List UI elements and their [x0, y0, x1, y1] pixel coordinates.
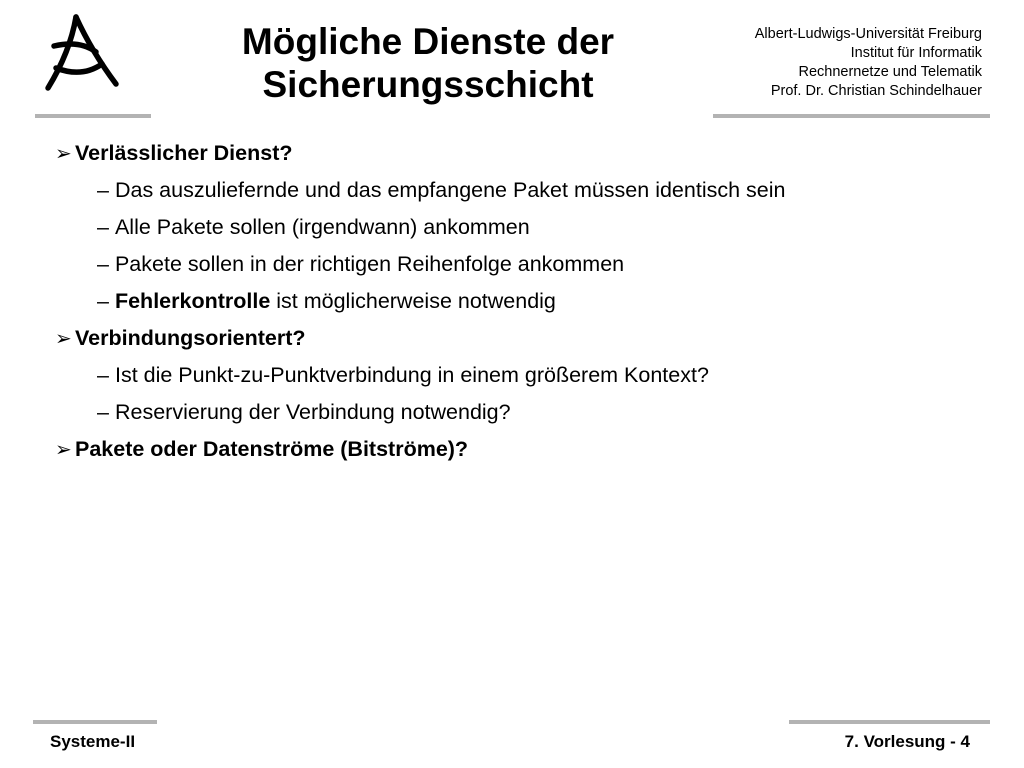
title-line-1: Mögliche Dienste der — [241, 21, 615, 62]
sub-bullet — [55, 397, 995, 434]
bullet-packets-or-streams — [55, 434, 995, 471]
header-rule-right — [713, 114, 990, 118]
dash-marker: – — [97, 363, 109, 387]
sub-bullet — [55, 286, 995, 323]
sub-bullet-text: Das auszuliefernde und das empfangene Paket müssen identisch sein — [114, 178, 786, 202]
slide-title — [190, 20, 666, 106]
footer-rule-left — [33, 720, 157, 724]
institution-professor: Prof. Dr. Christian Schindelhauer — [770, 83, 982, 99]
title-line-2: Sicherungsschicht — [262, 64, 594, 105]
university-logo-icon — [40, 12, 126, 96]
institution-block — [755, 25, 982, 101]
sub-bullet-bold-term: Fehlerkontrolle — [114, 289, 271, 313]
sub-bullet — [55, 212, 995, 249]
sub-bullet-text: Ist die Punkt-zu-Punktverbindung in einem größerem Kontext? — [114, 363, 709, 387]
arrow-bullet-icon: ➢ — [55, 328, 72, 350]
footer-rule-right — [789, 720, 990, 724]
institution-university: Albert-Ludwigs-Universität Freiburg — [754, 26, 982, 42]
footer-course-name: Systeme-II — [50, 732, 136, 751]
sub-bullet — [55, 249, 995, 286]
bullet-connection-oriented — [55, 323, 995, 360]
dash-marker: – — [97, 215, 109, 239]
dash-marker: – — [97, 252, 109, 276]
header-rule-left — [35, 114, 151, 118]
bullet-heading: Verbindungsorientert? — [75, 326, 306, 350]
sub-bullet — [55, 175, 995, 212]
dash-marker: – — [97, 400, 109, 424]
slide-content — [55, 138, 995, 471]
sub-bullet-text: Alle Pakete sollen (irgendwann) ankommen — [114, 215, 530, 239]
footer-page-number: 7. Vorlesung - 4 — [844, 732, 970, 751]
arrow-bullet-icon: ➢ — [55, 143, 72, 165]
sub-bullet-text: Reservierung der Verbindung notwendig? — [114, 400, 511, 424]
bullet-reliable-service — [55, 138, 995, 175]
dash-marker: – — [97, 289, 109, 313]
sub-bullet-text: Pakete sollen in der richtigen Reihenfolge ankommen — [114, 252, 625, 276]
arrow-bullet-icon: ➢ — [55, 439, 72, 461]
sub-bullet-text: ist möglicherweise notwendig — [270, 289, 556, 313]
institution-institute: Institut für Informatik — [850, 45, 982, 61]
sub-bullet — [55, 360, 995, 397]
institution-chair: Rechnernetze und Telematik — [798, 64, 982, 80]
bullet-heading: Verlässlicher Dienst? — [75, 141, 293, 165]
dash-marker: – — [97, 178, 109, 202]
bullet-heading: Pakete oder Datenströme (Bitströme)? — [75, 437, 469, 461]
